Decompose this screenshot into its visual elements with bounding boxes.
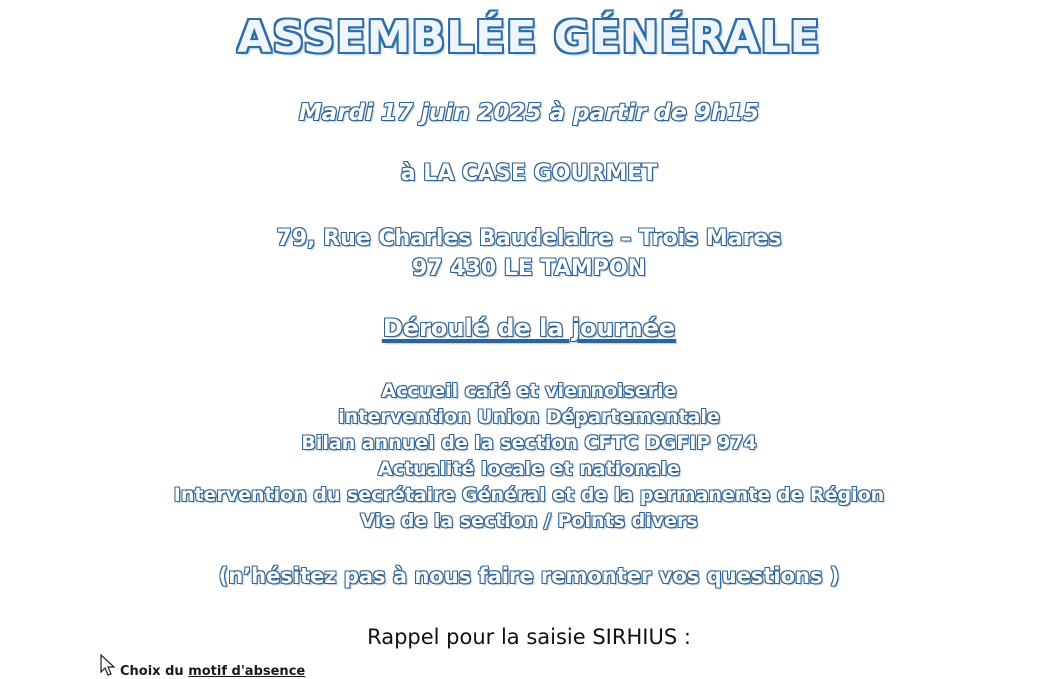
program-item: Actualité locale et nationale (378, 458, 680, 480)
program-item: intervention Union Départementale (338, 406, 720, 428)
program-item: Intervention du secrétaire Général et de la permanente de Région (173, 484, 885, 506)
program-item: Bilan annuel de la section CFTC DGFIP 974 (301, 432, 757, 454)
program-item: Vie de la section / Points divers (360, 510, 698, 532)
sirhius-reminder: Rappel pour la saisie SIRHIUS : (367, 625, 691, 649)
event-venue: à LA CASE GOURMET (400, 161, 658, 186)
absence-prefix: Choix du (120, 664, 189, 679)
page-title: ASSEMBLÉE GÉNÉRALE (237, 12, 821, 63)
questions-note: (n’hésitez pas à nous faire remonter vos questions ) (218, 564, 840, 588)
absence-reason-label (120, 664, 305, 679)
program-heading-text: Déroulé de la journée (382, 314, 676, 342)
address-city: 97 430 LE TAMPON (411, 256, 647, 281)
mouse-pointer-icon (100, 654, 116, 676)
address-street: 79, Rue Charles Baudelaire – Trois Mares (276, 226, 782, 251)
absence-emphasis: motif d'absence (188, 664, 306, 679)
event-date: Mardi 17 juin 2025 à partir de 9h15 (298, 100, 760, 126)
program-list (0, 378, 1058, 534)
program-item: Accueil café et viennoiserie (381, 380, 677, 402)
event-address (0, 224, 1058, 284)
program-heading (0, 314, 1058, 342)
